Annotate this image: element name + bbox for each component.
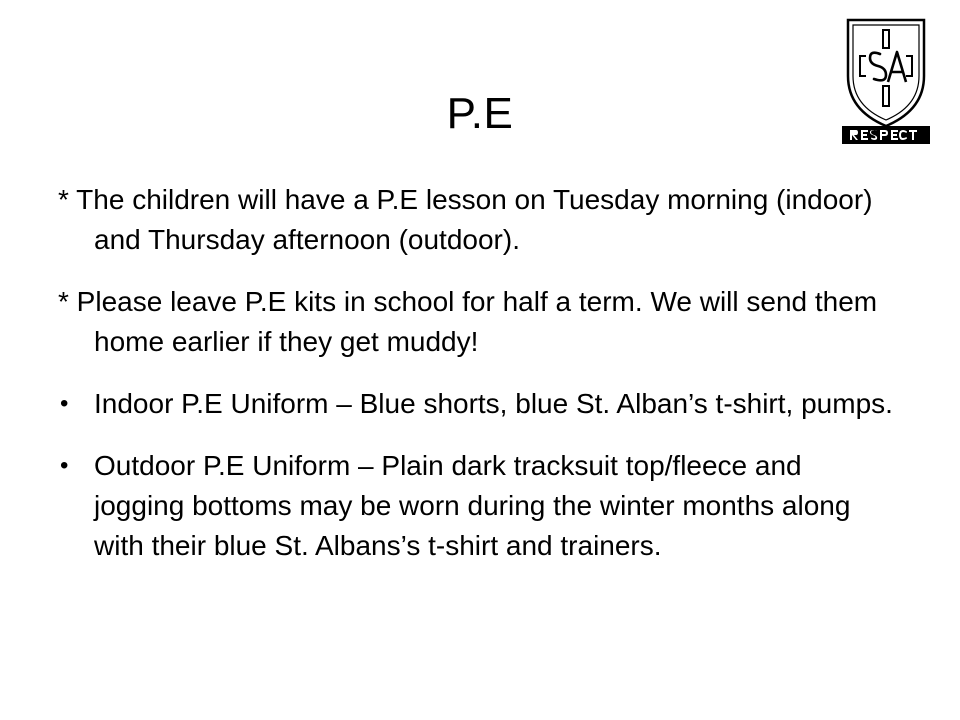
list-item-outdoor-uniform bbox=[58, 446, 898, 566]
bullet-icon: • bbox=[60, 390, 69, 417]
bullet-icon: • bbox=[60, 452, 69, 479]
bullet-text: Outdoor P.E Uniform – Plain dark tracksuit top/fleece and jogging bottoms may be worn during the winter months along with their blue St. Albans’s t-shirt and trainers. bbox=[94, 450, 851, 561]
list-item-indoor-uniform bbox=[58, 384, 898, 424]
bullet-text: Indoor P.E Uniform – Blue shorts, blue St. Alban’s t-shirt, pumps. bbox=[94, 388, 893, 419]
paragraph-kits-note: * Please leave P.E kits in school for half a term. We will send them home earlier if they get muddy! bbox=[58, 286, 878, 357]
paragraph-lesson-days: * The children will have a P.E lesson on Tuesday morning (indoor) and Thursday afternoon (outdoor). bbox=[58, 184, 873, 255]
page-title: P.E bbox=[446, 89, 514, 138]
slide-body bbox=[58, 180, 898, 588]
